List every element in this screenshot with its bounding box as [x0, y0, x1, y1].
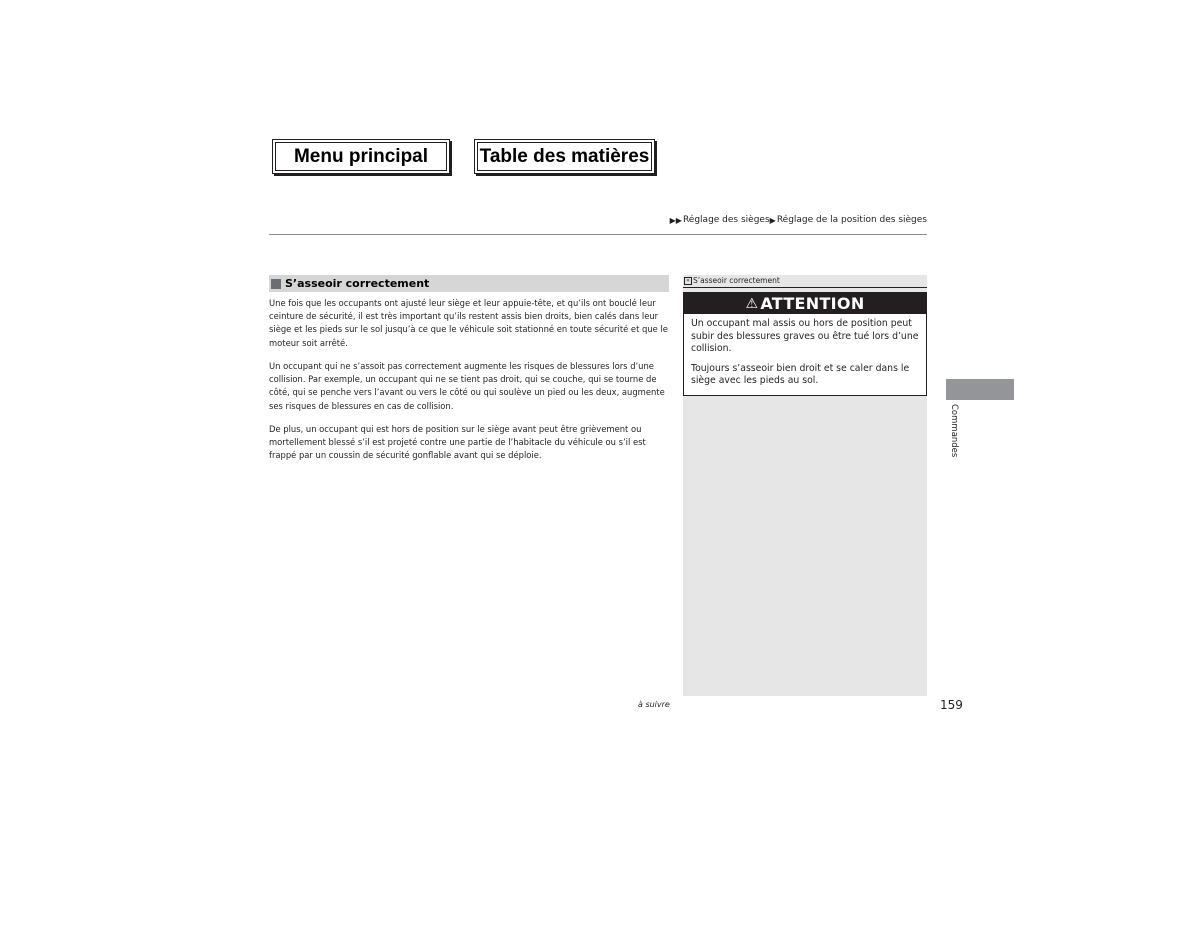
continued-note: à suivre — [638, 700, 670, 709]
breadcrumb-arrow-icon: ▶ — [769, 215, 776, 225]
table-of-contents-button[interactable]: Table des matières — [474, 139, 655, 174]
section-title: S’asseoir correctement — [285, 277, 430, 290]
sidebar-caption — [684, 276, 780, 285]
chapter-tab[interactable] — [946, 379, 1014, 400]
chapter-tab-label: Commandes — [949, 404, 959, 458]
attention-header — [684, 293, 926, 314]
breadcrumb — [670, 215, 927, 225]
attention-box — [683, 292, 927, 396]
main-menu-button[interactable]: Menu principal — [272, 139, 450, 174]
page-number: 159 — [940, 698, 963, 712]
warning-icon: ⚠ — [745, 295, 759, 312]
body-paragraph: Un occupant qui ne s’assoit pas correctement augmente les risques de blessures lors d’une collision. Par exemple, un occupant qui ne se tient pas droit, qui se couche, qui se tourne de côté, qui se penche vers l’avant ou vers le côté ou qui soulève un pied ou les deux, augmente ses risques de blessures en cas de collision. — [269, 361, 665, 411]
body-paragraph: Une fois que les occupants ont ajusté leur siège et leur appuie-tête, et qu’ils ont bouclé leur ceinture de sécurité, il est très important qu’ils restent assis bien droits, bien calés dans leur siège et les pieds sur le sol jusqu’à ce que le véhicule soit stationné en toute sécurité et que le moteur soit arrêté. — [269, 298, 668, 348]
section-square-icon — [271, 279, 281, 289]
breadcrumb-item-seat-adjustment[interactable]: Réglage des sièges — [682, 215, 770, 225]
attention-paragraph: Un occupant mal assis ou hors de position peut subir des blessures graves ou être tué lors d’une collision. — [691, 318, 919, 355]
attention-paragraph: Toujours s’asseoir bien droit et se caler dans le siège avec les pieds au sol. — [691, 362, 910, 387]
body-paragraph: De plus, un occupant qui est hors de position sur le siège avant peut être grièvement ou mortellement blessé s’il est projeté contre une partie de l’habitacle du véhicule ou s’il est frappé par un coussin de sécurité gonflable avant qui se déploie. — [269, 424, 646, 461]
attention-title: ATTENTION — [760, 294, 865, 313]
sidebar-caption-text: S’asseoir correctement — [693, 276, 780, 285]
sidebar-caption-rule — [683, 287, 927, 288]
breadcrumb-arrow-icon: ▶▶ — [669, 215, 682, 225]
breadcrumb-item-seat-position[interactable]: Réglage de la position des sièges — [776, 215, 927, 225]
note-ref-icon: » — [684, 277, 692, 285]
header-divider — [269, 234, 927, 235]
attention-body — [684, 314, 926, 388]
section-header — [269, 275, 669, 292]
